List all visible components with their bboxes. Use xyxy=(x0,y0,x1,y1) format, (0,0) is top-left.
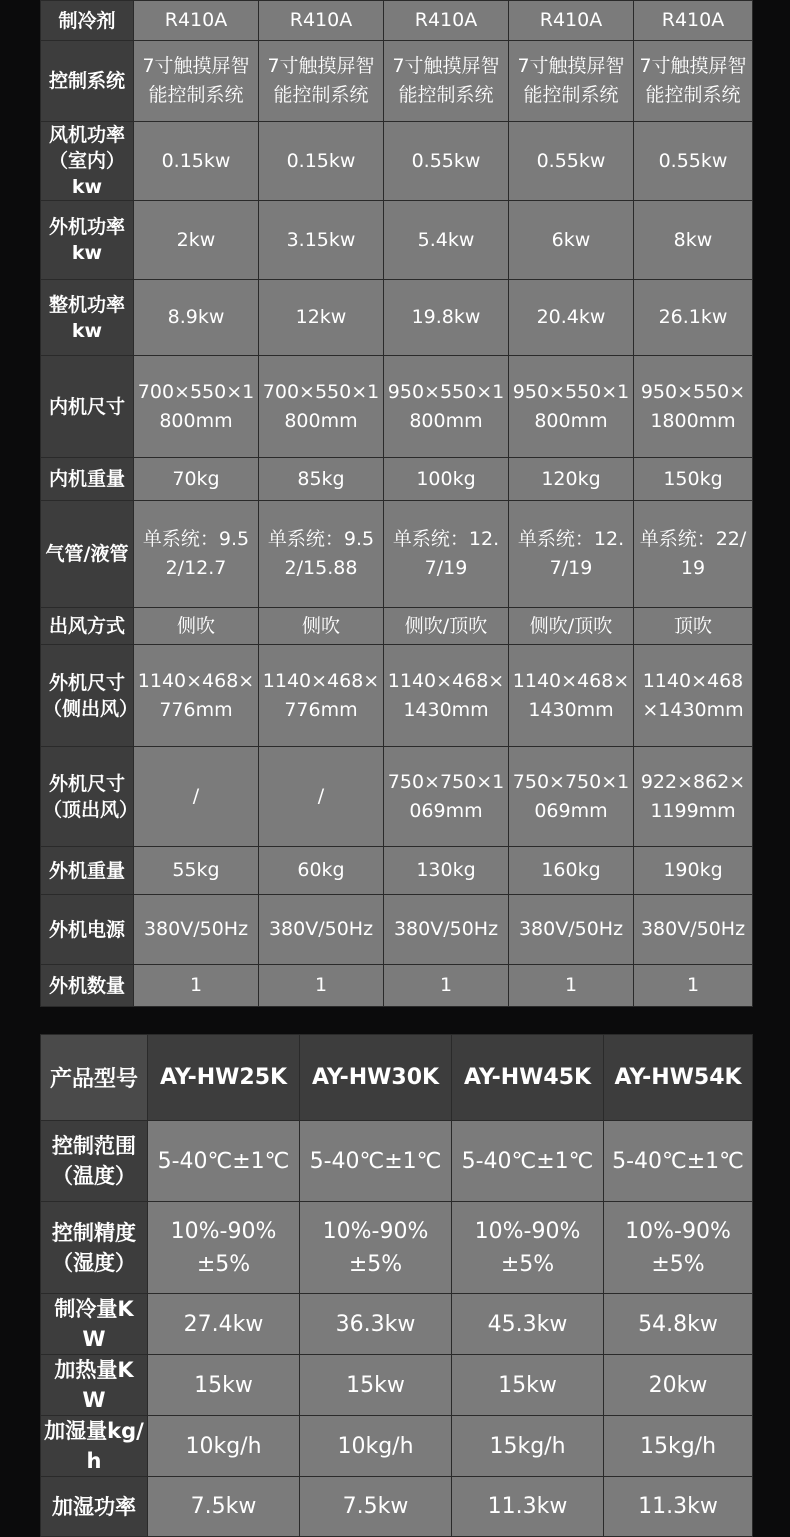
table-cell: 60kg xyxy=(259,847,384,895)
row-label: 气管/液管 xyxy=(41,501,134,608)
table-cell: 0.55kw xyxy=(384,122,509,201)
table-cell: 700×550×1800mm xyxy=(259,356,384,458)
table-cell: 单系统：12.7/19 xyxy=(509,501,634,608)
table-cell: 20kw xyxy=(604,1355,753,1416)
table-cell: 100kg xyxy=(384,458,509,501)
table-cell: 55kg xyxy=(134,847,259,895)
table-cell: 7寸触摸屏智能控制系统 xyxy=(509,41,634,122)
table-cell: 10%-90%±5% xyxy=(148,1202,300,1294)
table-cell: 1 xyxy=(384,965,509,1007)
table-cell: 5-40℃±1℃ xyxy=(148,1121,300,1202)
table-row xyxy=(41,608,753,645)
table-cell: 0.15kw xyxy=(259,122,384,201)
table-cell: 12kw xyxy=(259,280,384,356)
table-cell: 950×550×1800mm xyxy=(634,356,753,458)
table-cell: 700×550×1800mm xyxy=(134,356,259,458)
table-cell: 8.9kw xyxy=(134,280,259,356)
row-label: 内机重量 xyxy=(41,458,134,501)
table-cell: 10%-90%±5% xyxy=(452,1202,604,1294)
table-cell: 10%-90%±5% xyxy=(604,1202,753,1294)
table-cell: 380V/50Hz xyxy=(509,895,634,965)
row-label: 加湿量kg/h xyxy=(41,1416,148,1477)
table-row xyxy=(41,1355,753,1416)
table-cell: 侧吹 xyxy=(134,608,259,645)
table-cell: 11.3kw xyxy=(452,1477,604,1537)
table-cell: 1 xyxy=(259,965,384,1007)
table-cell: 0.55kw xyxy=(634,122,753,201)
table-cell: 950×550×1800mm xyxy=(509,356,634,458)
row-label: 制冷剂 xyxy=(41,1,134,41)
table-row xyxy=(41,122,753,201)
row-label: 外机电源 xyxy=(41,895,134,965)
table-row xyxy=(41,1294,753,1355)
table-cell: 0.55kw xyxy=(509,122,634,201)
table-cell: 190kg xyxy=(634,847,753,895)
row-label: 制冷量KW xyxy=(41,1294,148,1355)
row-label: 外机功率kw xyxy=(41,201,134,280)
table-row xyxy=(41,1,753,41)
table-cell: 10kg/h xyxy=(300,1416,452,1477)
row-label: 外机尺寸（侧出风） xyxy=(41,645,134,747)
row-label: 整机功率kw xyxy=(41,280,134,356)
table-cell: 70kg xyxy=(134,458,259,501)
spec-table-2 xyxy=(40,1034,753,1537)
table-cell: 5-40℃±1℃ xyxy=(452,1121,604,1202)
table-cell: R410A xyxy=(509,1,634,41)
row-label: 外机尺寸（顶出风） xyxy=(41,747,134,847)
table-cell: R410A xyxy=(259,1,384,41)
table-cell: 单系统：22/19 xyxy=(634,501,753,608)
table-cell: 7寸触摸屏智能控制系统 xyxy=(634,41,753,122)
table-cell: 15kg/h xyxy=(452,1416,604,1477)
table-cell: 380V/50Hz xyxy=(259,895,384,965)
table-cell: 1 xyxy=(134,965,259,1007)
table-cell: 36.3kw xyxy=(300,1294,452,1355)
table-row xyxy=(41,1477,753,1537)
table-cell: 1140×468×1430mm xyxy=(384,645,509,747)
spec-table-1-wrapper xyxy=(40,0,752,1006)
table-row xyxy=(41,1202,753,1294)
table-cell: 2kw xyxy=(134,201,259,280)
table-cell: 1140×468×1430mm xyxy=(634,645,753,747)
row-label: 风机功率（室内）kw xyxy=(41,122,134,201)
table-cell: 1 xyxy=(509,965,634,1007)
table-cell: 15kg/h xyxy=(604,1416,753,1477)
table-cell: 380V/50Hz xyxy=(134,895,259,965)
table-cell: 922×862×1199mm xyxy=(634,747,753,847)
model-header: AY-HW25K xyxy=(148,1035,300,1121)
table-cell: 7寸触摸屏智能控制系统 xyxy=(384,41,509,122)
table-row xyxy=(41,280,753,356)
table-cell: 5-40℃±1℃ xyxy=(300,1121,452,1202)
table-cell: 7.5kw xyxy=(148,1477,300,1537)
table-cell: 380V/50Hz xyxy=(384,895,509,965)
table-row xyxy=(41,501,753,608)
table-cell: 单系统：9.52/15.88 xyxy=(259,501,384,608)
table-cell: 54.8kw xyxy=(604,1294,753,1355)
row-label: 加湿功率 xyxy=(41,1477,148,1537)
table-cell: 10%-90%±5% xyxy=(300,1202,452,1294)
table-cell: 顶吹 xyxy=(634,608,753,645)
table-row xyxy=(41,645,753,747)
table-cell: R410A xyxy=(134,1,259,41)
table-row xyxy=(41,1416,753,1477)
table-cell: 11.3kw xyxy=(604,1477,753,1537)
table-cell: 8kw xyxy=(634,201,753,280)
table-header-row xyxy=(41,1035,753,1121)
table-cell: 7.5kw xyxy=(300,1477,452,1537)
table-cell: 150kg xyxy=(634,458,753,501)
table-cell: 750×750×1069mm xyxy=(509,747,634,847)
table-cell: 6kw xyxy=(509,201,634,280)
table-row xyxy=(41,201,753,280)
table-cell: 15kw xyxy=(148,1355,300,1416)
table-cell: 单系统：12.7/19 xyxy=(384,501,509,608)
table-cell: 单系统：9.52/12.7 xyxy=(134,501,259,608)
table-cell: / xyxy=(134,747,259,847)
table-cell: 20.4kw xyxy=(509,280,634,356)
table-row xyxy=(41,895,753,965)
table-cell: 85kg xyxy=(259,458,384,501)
table-cell: 1140×468×776mm xyxy=(259,645,384,747)
table-cell: 0.15kw xyxy=(134,122,259,201)
table-row xyxy=(41,41,753,122)
table-cell: 120kg xyxy=(509,458,634,501)
table-cell: 侧吹/顶吹 xyxy=(384,608,509,645)
table-cell: 侧吹 xyxy=(259,608,384,645)
table-cell: 5.4kw xyxy=(384,201,509,280)
table-cell: R410A xyxy=(634,1,753,41)
table-cell: 130kg xyxy=(384,847,509,895)
row-label: 加热量KW xyxy=(41,1355,148,1416)
table-row xyxy=(41,458,753,501)
model-header: AY-HW54K xyxy=(604,1035,753,1121)
table-cell: 7寸触摸屏智能控制系统 xyxy=(259,41,384,122)
table-cell: 15kw xyxy=(300,1355,452,1416)
table-row xyxy=(41,965,753,1007)
table-cell: 160kg xyxy=(509,847,634,895)
model-header: AY-HW45K xyxy=(452,1035,604,1121)
table-cell: 19.8kw xyxy=(384,280,509,356)
row-label: 控制精度（湿度） xyxy=(41,1202,148,1294)
table-cell: 15kw xyxy=(452,1355,604,1416)
table-cell: 5-40℃±1℃ xyxy=(604,1121,753,1202)
table-cell: 侧吹/顶吹 xyxy=(509,608,634,645)
row-label: 内机尺寸 xyxy=(41,356,134,458)
table-cell: 10kg/h xyxy=(148,1416,300,1477)
spec-table-1 xyxy=(40,0,753,1007)
table-cell: 950×550×1800mm xyxy=(384,356,509,458)
table-cell: 750×750×1069mm xyxy=(384,747,509,847)
table-cell: 7寸触摸屏智能控制系统 xyxy=(134,41,259,122)
row-label: 控制系统 xyxy=(41,41,134,122)
table-cell: 1140×468×1430mm xyxy=(509,645,634,747)
row-label: 控制范围（温度） xyxy=(41,1121,148,1202)
table-row xyxy=(41,356,753,458)
table-cell: 380V/50Hz xyxy=(634,895,753,965)
row-label: 出风方式 xyxy=(41,608,134,645)
row-label: 外机数量 xyxy=(41,965,134,1007)
spec-table-2-wrapper xyxy=(40,1034,752,1519)
table-row xyxy=(41,747,753,847)
table-cell: 45.3kw xyxy=(452,1294,604,1355)
table-cell: 27.4kw xyxy=(148,1294,300,1355)
table-cell: 1140×468×776mm xyxy=(134,645,259,747)
table-cell: / xyxy=(259,747,384,847)
header-label: 产品型号 xyxy=(41,1035,148,1121)
row-label: 外机重量 xyxy=(41,847,134,895)
table-cell: 3.15kw xyxy=(259,201,384,280)
table-cell: R410A xyxy=(384,1,509,41)
table-row xyxy=(41,1121,753,1202)
table-cell: 26.1kw xyxy=(634,280,753,356)
table-row xyxy=(41,847,753,895)
table-cell: 1 xyxy=(634,965,753,1007)
model-header: AY-HW30K xyxy=(300,1035,452,1121)
